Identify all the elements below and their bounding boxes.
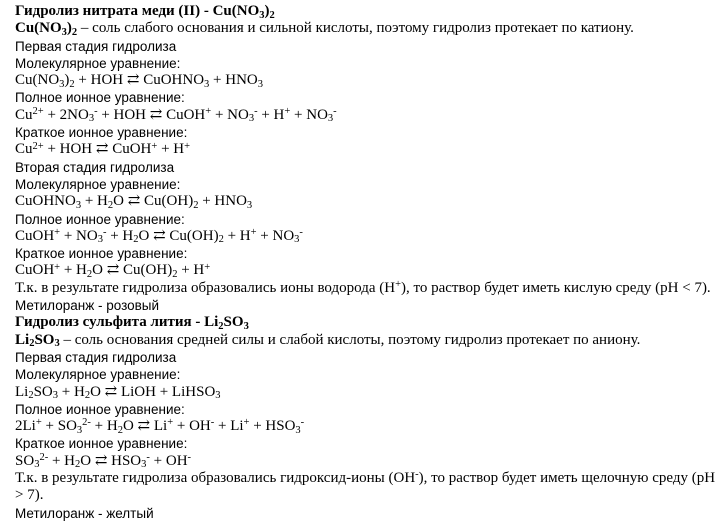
superscript: 2+ (32, 106, 44, 118)
text-line (15, 193, 721, 210)
text-segment: + Li (214, 418, 244, 435)
text-segment: Краткое ионное уравнение: (15, 436, 188, 452)
text-segment: + NO (211, 106, 249, 123)
superscript: + (151, 140, 158, 152)
text-segment: 2Li (15, 418, 36, 435)
step-label (15, 349, 721, 366)
subscript: 2 (84, 390, 91, 402)
text-segment: – соль основания средней силы и слабой кислоты, поэтому гидролиз протекает по аниону. (59, 331, 641, 348)
superscript: + (167, 417, 174, 429)
text-segment: + HNO (209, 72, 258, 89)
superscript: + (35, 417, 42, 429)
text-segment: Вторая стадия гидролиза (15, 159, 175, 175)
text-segment: Краткое ионное уравнение: (15, 246, 188, 262)
subscript: 2 (218, 320, 224, 332)
subscript: 3 (61, 26, 67, 38)
text-segment: Краткое ионное уравнение: (15, 125, 188, 141)
subscript: 2 (172, 269, 178, 281)
step-label (15, 366, 721, 383)
text-segment: Гидролиз сульфита лития - Li (15, 314, 219, 331)
text-line (15, 228, 721, 245)
subscript: 3 (97, 234, 103, 246)
subscript: 2 (193, 199, 199, 211)
text-segment: + HSO (249, 418, 296, 435)
subscript: 2 (133, 234, 139, 246)
text-segment: SO (34, 331, 55, 348)
text-segment: Молекулярное уравнение: (15, 55, 181, 71)
subscript: 2 (107, 199, 114, 211)
text-segment: ) (264, 3, 270, 19)
subscript: 3 (295, 424, 301, 436)
subscript: 2 (218, 234, 224, 246)
subscript: 3 (76, 424, 83, 436)
text-segment: Метилоранж - розовый (15, 298, 160, 314)
text-segment: – соль слабого основания и сильной кислоты, поэтому гидролиз протекает по катиону. (77, 20, 634, 37)
text-segment: Первая стадия гидролиза (15, 38, 177, 54)
text-segment: + HNO (198, 193, 247, 210)
text-segment: CuOH (15, 227, 55, 244)
text-segment: Cu(NO (15, 72, 60, 89)
step-label (15, 435, 721, 452)
step-label (15, 159, 721, 176)
subscript: 2 (86, 269, 93, 281)
superscript: - (299, 227, 303, 239)
superscript: + (184, 140, 191, 152)
subscript: 3 (34, 459, 40, 471)
step-label (15, 211, 721, 228)
text-segment: Полное ионное уравнение: (15, 90, 185, 106)
superscript: + (54, 261, 61, 273)
superscript: + (205, 106, 212, 118)
text-segment: > 7). (15, 487, 44, 504)
text-segment: Полное ионное уравнение: (15, 401, 185, 417)
text-segment: + H (60, 262, 87, 279)
step-label (15, 55, 721, 72)
subscript: 3 (257, 78, 264, 90)
step-label (15, 401, 721, 418)
step-label (15, 124, 721, 141)
superscript: + (243, 417, 250, 429)
text-segment: + H (58, 383, 85, 400)
text-segment: Молекулярное уравнение: (15, 176, 181, 192)
step-label (15, 38, 721, 55)
superscript: - (415, 469, 419, 481)
text-line (15, 141, 721, 158)
text-line (15, 262, 721, 279)
subscript: 3 (248, 113, 255, 125)
text-segment: Li (15, 383, 29, 400)
text-segment: + NO (60, 227, 98, 244)
superscript: - (300, 417, 305, 429)
text-line (15, 332, 721, 349)
text-segment: + H (90, 418, 118, 435)
subscript: 3 (215, 390, 221, 402)
superscript: - (102, 227, 107, 239)
text-segment: O ⇄ Cu(OH) (113, 193, 194, 210)
text-line (15, 20, 721, 37)
text-line (15, 470, 721, 487)
subscript: 3 (59, 78, 65, 90)
text-segment: Первая стадия гидролиза (15, 349, 177, 365)
subscript: 3 (327, 113, 334, 125)
text-segment: Гидролиз нитрата меди (II) - Cu(NO (15, 3, 260, 19)
superscript: 2- (82, 417, 91, 429)
document-body (15, 3, 721, 522)
text-segment: Т.к. в результате гидролиза образовались ионы водорода (H (15, 279, 396, 296)
text-segment: + OH (149, 452, 188, 469)
text-segment: O ⇄ Cu(OH) (138, 227, 219, 244)
text-segment: + 2NO (43, 106, 89, 123)
text-segment: + HOH ⇄ CuOH (43, 141, 152, 158)
subscript: 2 (117, 424, 123, 436)
text-segment: + H (48, 452, 75, 469)
text-segment: O ⇄ HSO (80, 452, 142, 469)
superscript: - (146, 452, 150, 463)
text-segment: O ⇄ LiOH + LiHSO (90, 383, 216, 400)
text-segment: + H (106, 227, 134, 244)
text-line (15, 418, 721, 435)
text-segment: Полное ионное уравнение: (15, 211, 185, 227)
text-segment: O ⇄ Cu(OH) (92, 262, 173, 279)
subscript: 3 (141, 459, 147, 471)
text-segment: + HOH ⇄ CuOH (97, 106, 206, 123)
text-line (15, 453, 721, 470)
superscript: + (284, 106, 291, 118)
text-line (15, 107, 721, 124)
text-segment: Cu(NO (15, 20, 62, 37)
subscript: 3 (54, 338, 60, 350)
step-label (15, 297, 721, 314)
subscript: 3 (52, 390, 59, 402)
superscript: 2+ (32, 140, 44, 152)
subscript: 2 (71, 26, 78, 38)
text-line (15, 384, 721, 401)
text-segment: + H (177, 262, 205, 279)
subscript: 2 (69, 78, 75, 90)
subscript: 2 (269, 9, 275, 21)
superscript: - (187, 452, 192, 463)
text-line (15, 487, 721, 504)
text-segment: SO (15, 452, 35, 469)
text-segment: Li (15, 331, 30, 348)
text-segment: CuOH (15, 262, 55, 279)
text-segment: Т.к. в результате гидролиза образовались гидроксид-ионы (OH (15, 470, 416, 487)
superscript: 2- (39, 452, 49, 463)
section-heading (15, 3, 721, 20)
text-segment: SO (33, 383, 53, 400)
subscript: 3 (294, 234, 300, 246)
step-label (15, 176, 721, 193)
text-segment: Cu (15, 141, 33, 158)
subscript: 2 (28, 390, 34, 402)
text-segment: + OH (173, 418, 211, 435)
text-segment: ) (64, 72, 70, 89)
superscript: + (395, 279, 401, 291)
text-segment: + H (157, 141, 185, 158)
superscript: - (333, 106, 337, 118)
step-label (15, 505, 721, 522)
text-segment: Метилоранж - желтый (15, 505, 154, 521)
text-segment: Молекулярное уравнение: (15, 367, 181, 383)
subscript: 3 (259, 9, 265, 21)
section-heading (15, 314, 721, 331)
text-line (15, 280, 721, 297)
superscript: - (254, 106, 258, 118)
text-segment: O ⇄ Li (122, 418, 168, 435)
step-label (15, 89, 721, 106)
superscript: - (94, 106, 98, 118)
bold-text (15, 332, 29, 348)
text-segment: + NO (290, 106, 328, 123)
subscript: 2 (74, 459, 81, 471)
superscript: + (54, 227, 61, 239)
subscript: 2 (29, 338, 35, 350)
text-segment: SO (223, 314, 244, 331)
text-segment: + H (257, 106, 285, 123)
text-segment: CuOHNO (15, 193, 76, 210)
text-segment: ) (66, 20, 72, 37)
text-segment: + H (81, 193, 108, 210)
superscript: + (204, 261, 211, 273)
subscript: 3 (75, 199, 82, 211)
subscript: 3 (243, 320, 249, 332)
text-segment: + H (223, 227, 251, 244)
subscript: 3 (204, 78, 210, 90)
bold-text (34, 332, 54, 348)
subscript: 3 (246, 199, 253, 211)
text-segment: ), то раствор будет иметь кислую среду (pH < 7). (401, 279, 711, 296)
subscript: 3 (88, 113, 95, 125)
superscript: + (250, 227, 257, 239)
superscript: - (210, 417, 215, 429)
text-segment: + HOH ⇄ CuOHNO (74, 72, 205, 89)
text-line (15, 72, 721, 89)
text-segment: + NO (256, 227, 295, 244)
bold-text (15, 20, 62, 36)
text-segment: Cu (15, 106, 33, 123)
text-segment: ), то раствор будет иметь щелочную среду (pH (418, 470, 716, 487)
text-segment: + SO (41, 418, 77, 435)
step-label (15, 245, 721, 262)
